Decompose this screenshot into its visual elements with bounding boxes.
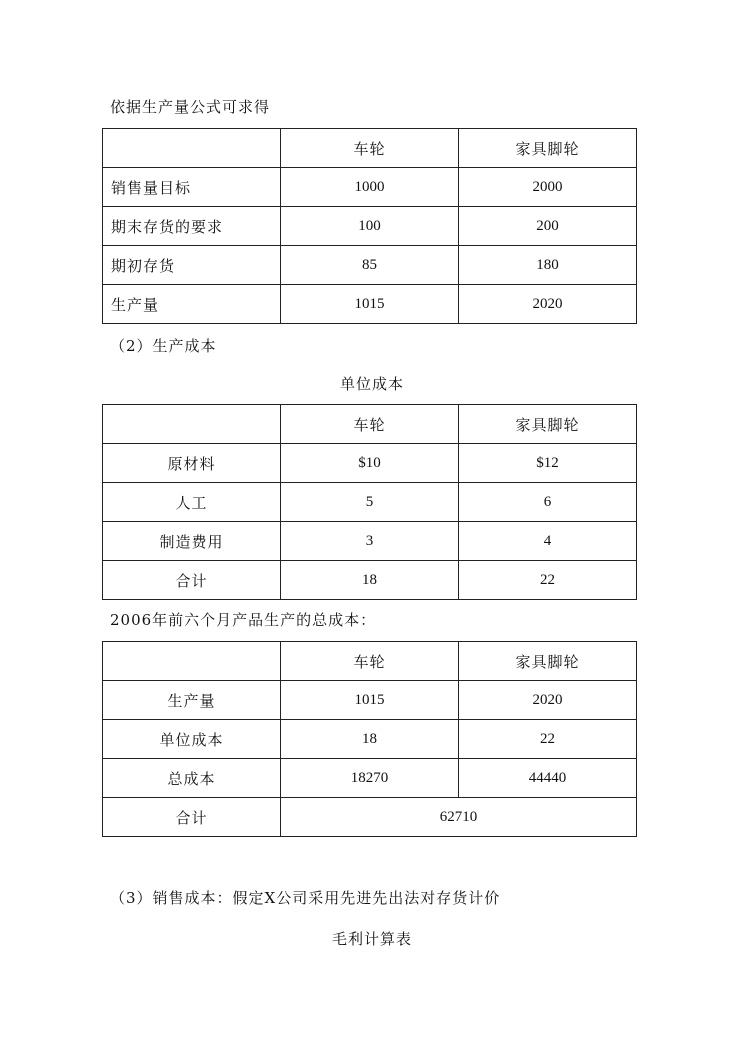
header-cell — [103, 129, 281, 168]
cell-value: 200 — [459, 207, 637, 246]
table-row — [103, 681, 637, 720]
header-cell — [103, 642, 281, 681]
table-row — [103, 444, 637, 483]
cell-value: 1015 — [281, 681, 459, 720]
production-volume-table — [102, 128, 637, 324]
cell-value: 18 — [281, 561, 459, 600]
header-cell: 车轮 — [281, 129, 459, 168]
row-label: 生产量 — [103, 285, 281, 324]
header-cell: 车轮 — [281, 405, 459, 444]
row-label: 合计 — [103, 561, 281, 600]
cell-value: 2020 — [459, 285, 637, 324]
cell-value: 18270 — [281, 759, 459, 798]
cell-value: 2000 — [459, 168, 637, 207]
intro-text: 依据生产量公式可求得 — [110, 98, 271, 116]
header-cell: 家具脚轮 — [459, 405, 637, 444]
cell-value: $10 — [281, 444, 459, 483]
cell-value: 6 — [459, 483, 637, 522]
header-cell: 家具脚轮 — [459, 642, 637, 681]
table-row — [103, 246, 637, 285]
table-row — [103, 483, 637, 522]
row-label: 生产量 — [103, 681, 281, 720]
cell-value: 4 — [459, 522, 637, 561]
cell-value: 3 — [281, 522, 459, 561]
gross-profit-title: 毛利计算表 — [331, 930, 412, 948]
row-label: 制造费用 — [103, 522, 281, 561]
row-label: 期末存货的要求 — [103, 207, 281, 246]
total-label: 合计 — [103, 798, 281, 837]
table-row — [103, 720, 637, 759]
row-label: 人工 — [103, 483, 281, 522]
row-label: 原材料 — [103, 444, 281, 483]
total-value: 62710 — [281, 798, 637, 837]
row-label: 总成本 — [103, 759, 281, 798]
row-label: 期初存货 — [103, 246, 281, 285]
table-header-row — [103, 642, 637, 681]
table-row — [103, 168, 637, 207]
unit-cost-title: 单位成本 — [339, 375, 404, 393]
table-row — [103, 285, 637, 324]
unit-cost-table — [102, 404, 637, 600]
table-header-row — [103, 405, 637, 444]
cell-value: 22 — [459, 561, 637, 600]
total-cost-table — [102, 641, 637, 837]
row-label: 销售量目标 — [103, 168, 281, 207]
cell-value: 85 — [281, 246, 459, 285]
cell-value: 1000 — [281, 168, 459, 207]
cell-value: 100 — [281, 207, 459, 246]
cell-value: 2020 — [459, 681, 637, 720]
header-cell — [103, 405, 281, 444]
table-total-row — [103, 798, 637, 837]
cell-value: 44440 — [459, 759, 637, 798]
cell-value: 18 — [281, 720, 459, 759]
table-row — [103, 759, 637, 798]
header-cell: 车轮 — [281, 642, 459, 681]
cell-value: 5 — [281, 483, 459, 522]
cell-value: 22 — [459, 720, 637, 759]
header-cell: 家具脚轮 — [459, 129, 637, 168]
table-header-row — [103, 129, 637, 168]
total-cost-caption: 2006年前六个月产品生产的总成本： — [110, 611, 377, 629]
section-2-heading: （2）生产成本 — [110, 337, 217, 355]
cell-value: 1015 — [281, 285, 459, 324]
section-3-heading: （3）销售成本：假定X公司采用先进先出法对存货计价 — [110, 889, 501, 907]
cell-value: $12 — [459, 444, 637, 483]
table-row — [103, 207, 637, 246]
cell-value: 180 — [459, 246, 637, 285]
table-row — [103, 561, 637, 600]
table-row — [103, 522, 637, 561]
row-label: 单位成本 — [103, 720, 281, 759]
